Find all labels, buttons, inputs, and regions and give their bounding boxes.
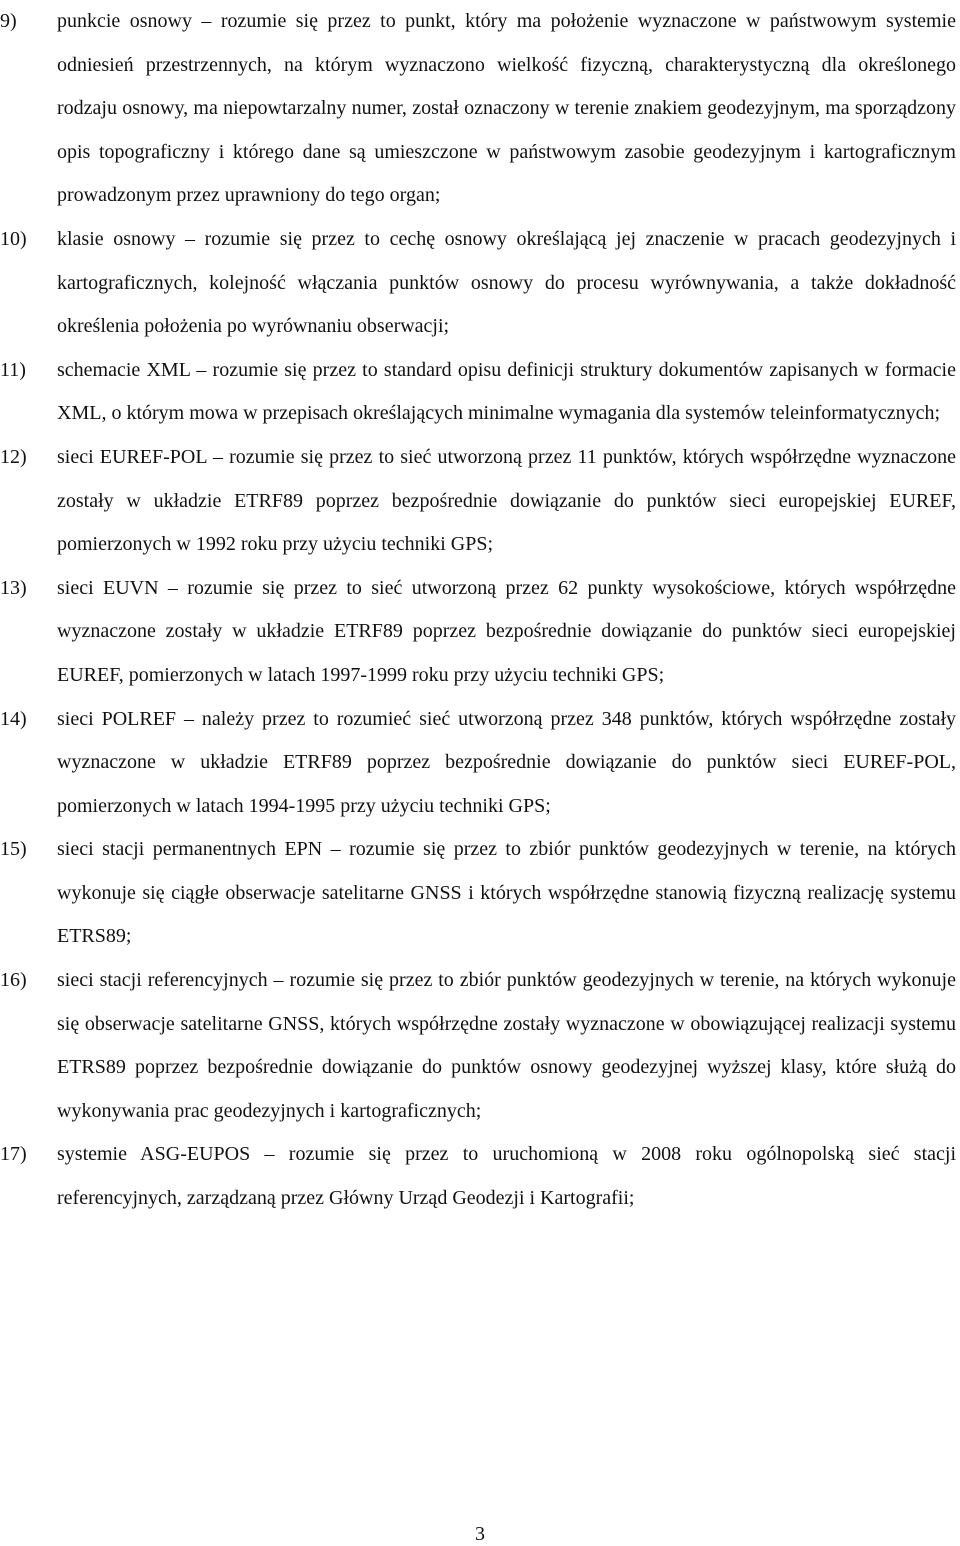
definition-item-13	[0, 567, 956, 698]
item-number: 14)	[0, 707, 27, 730]
item-text: sieci EUVN – rozumie się przez to sieć utworzoną przez 62 punkty wysokościowe, których współrzędne wyznaczone zostały w układzie ETRF89 poprzez bezpośrednie dowiązanie do punktów sieci europejskiej EUREF, pomierzonych w latach 1997-1999 roku przy użyciu techniki GPS;	[57, 576, 956, 686]
definition-item-10	[0, 218, 956, 349]
item-number: 16)	[0, 969, 27, 992]
item-text: sieci stacji permanentnych EPN – rozumie się przez to zbiór punktów geodezyjnych w terenie, na których wykonuje się ciągłe obserwacje satelitarne GNSS i których współrzędne stanowią fizyczną realizację systemu ETRS89;	[57, 838, 956, 948]
definition-item-9	[0, 0, 956, 218]
item-number: 13)	[0, 576, 27, 599]
definition-item-14	[0, 698, 956, 829]
item-text: schemacie XML – rozumie się przez to standard opisu definicji struktury dokumentów zapisanych w formacie XML, o którym mowa w przepisach określających minimalne wymagania dla systemów teleinformatycznych;	[57, 358, 956, 425]
item-text: punkcie osnowy – rozumie się przez to punkt, który ma położenie wyznaczone w państwowym systemie odniesień przestrzennych, na którym wyznaczono wielkość fizyczną, charakterystyczną dla określonego rodzaju osnowy, ma niepowtarzalny numer, został oznaczony w terenie znakiem geodezyjnym, ma sporządzony opis topograficzny i którego dane są umieszczone w państwowym zasobie geodezyjnym i kartograficznym prowadzonym przez uprawniony do tego organ;	[57, 10, 956, 207]
item-number: 9)	[0, 10, 17, 32]
definition-item-17	[0, 1133, 956, 1220]
item-text: klasie osnowy – rozumie się przez to cechę osnowy określającą jej znaczenie w pracach geodezyjnych i kartograficznych, kolejność włączania punktów osnowy do procesu wyrównywania, a także dokładność określenia położenia po wyrównaniu obserwacji;	[57, 227, 956, 338]
item-text: sieci EUREF-POL – rozumie się przez to sieć utworzoną przez 11 punktów, których współrzędne wyznaczone zostały w układzie ETRF89 poprzez bezpośrednie dowiązanie do punktów sieci europejskiej EUREF, pomierzonych w 1992 roku przy użyciu techniki GPS;	[57, 445, 956, 556]
item-text: sieci stacji referencyjnych – rozumie się przez to zbiór punktów geodezyjnych w terenie, na których wykonuje się obserwacje satelitarne GNSS, których współrzędne zostały wyznaczone w obowiązującej realizacji systemu ETRS89 poprzez bezpośrednie dowiązanie do punktów osnowy geodezyjnej wyższej klasy, które służą do wykonywania prac geodezyjnych i kartograficznych;	[57, 969, 956, 1122]
page-number: 3	[475, 1523, 485, 1545]
definition-item-11	[0, 349, 956, 436]
item-text: sieci POLREF – należy przez to rozumieć sieć utworzoną przez 348 punktów, których współrzędne zostały wyznaczone w układzie ETRF89 poprzez bezpośrednie dowiązanie do punktów sieci EUREF-POL, pomierzonych w latach 1994-1995 przy użyciu techniki GPS;	[57, 707, 956, 817]
definition-item-15	[0, 828, 956, 959]
item-number: 15)	[0, 838, 27, 861]
item-number: 12)	[0, 445, 27, 468]
item-text: systemie ASG-EUPOS – rozumie się przez to uruchomioną w 2008 roku ogólnopolską sieć stacji referencyjnych, zarządzaną przez Główny Urząd Geodezji i Kartografii;	[57, 1143, 956, 1210]
item-number: 10)	[0, 227, 27, 250]
item-number: 11)	[0, 358, 26, 381]
definition-item-12	[0, 436, 956, 567]
definition-item-16	[0, 959, 956, 1133]
item-number: 17)	[0, 1143, 27, 1166]
